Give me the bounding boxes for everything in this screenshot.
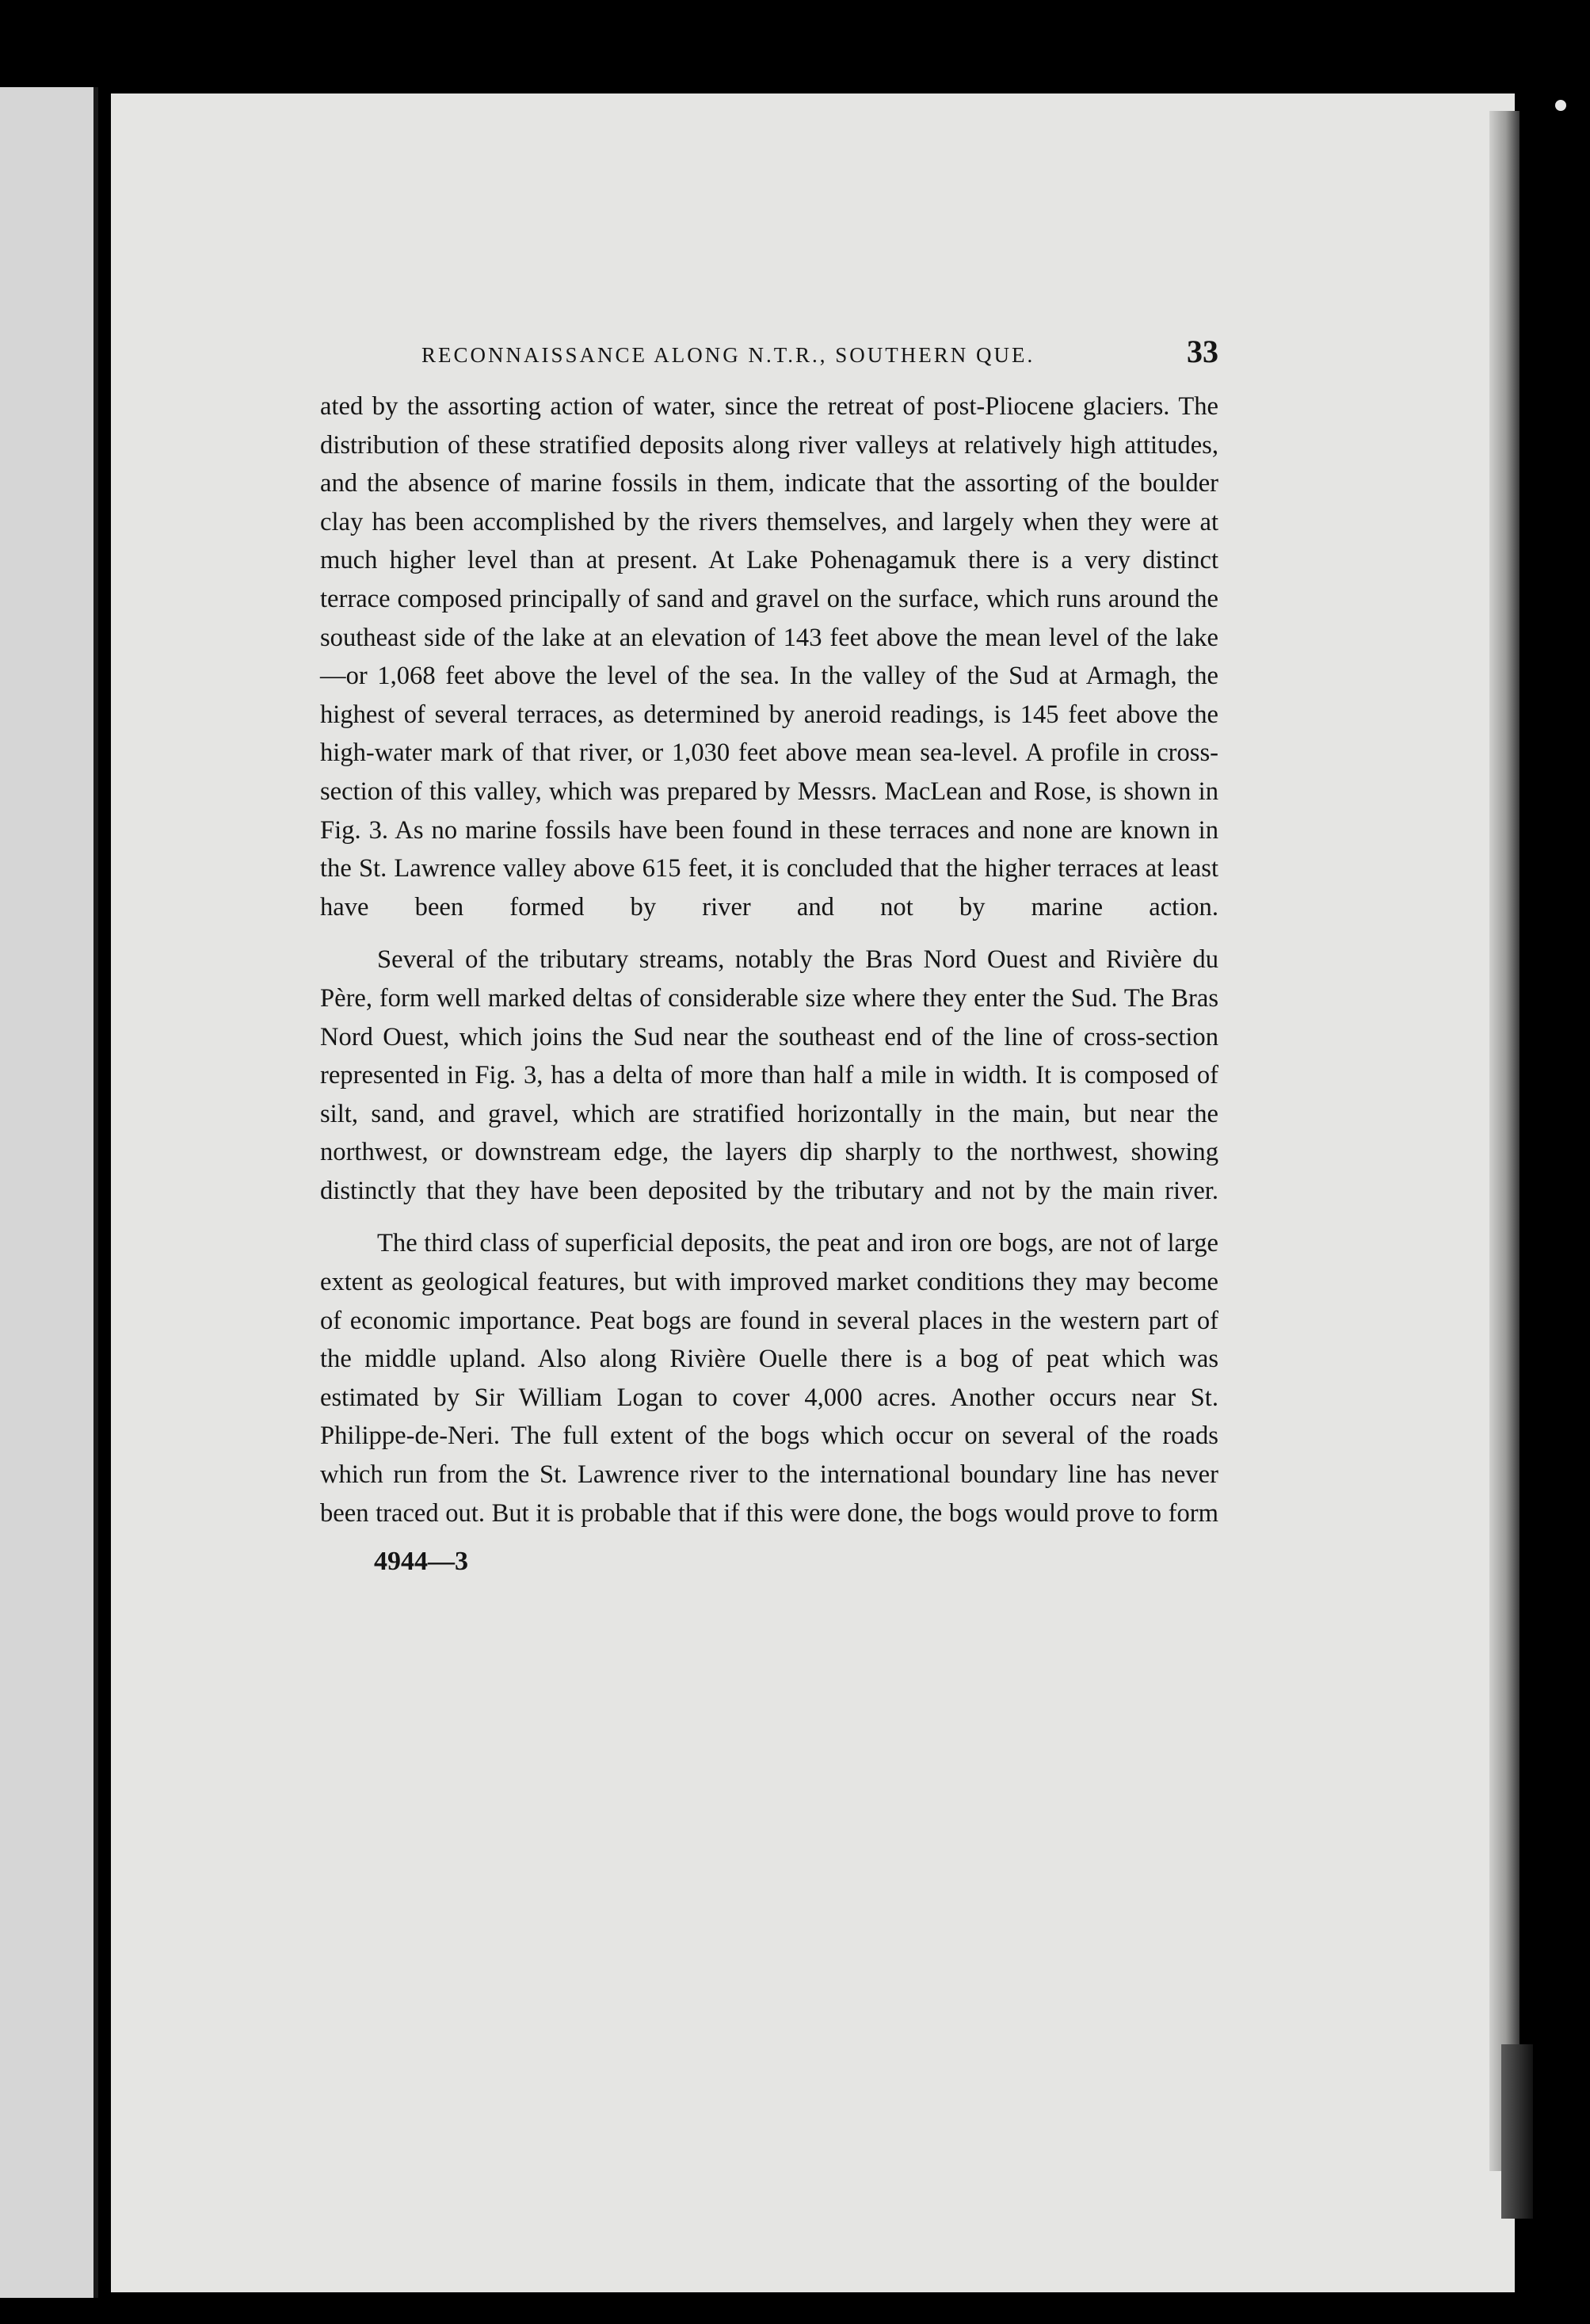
page-content	[320, 333, 1218, 1577]
page-binding-edge	[1489, 111, 1519, 2171]
paragraph-3: The third class of superficial deposits, the peat and iron ore bogs, are not of large extent as geological features, but with improved market conditions they may become of economic importance. Peat bogs are found in several places in the western part of the middle upland. Also along Rivière Ouelle there is a bog of peat which was estimated by Sir William Logan to cover 4,000 acres. Another occurs near St. Philippe-de-Neri. The full extent of the bogs which occur on several of the roads which run from the St. Lawrence river to the international boundary line has never been traced out. But it is probable that if this were done, the bogs would prove to form	[320, 1229, 1218, 1528]
page-torn-corner	[1501, 2044, 1533, 2219]
running-header	[320, 333, 1218, 370]
page-number: 33	[1187, 334, 1218, 369]
paragraph-2: Several of the tributary streams, notably the Bras Nord Ouest and Rivière du Père, form well marked deltas of considerable size where they enter the Sud. The Bras Nord Ouest, which joins the Sud near the southeast end of the line of cross-section represented in Fig. 3, has a delta of more than half a mile in width. It is composed of silt, sand, and gravel, which are stratified horizontally in the main, but near the northwest, or downstream edge, the layers dip sharply to the northwest, showing distinctly that they have been deposited by the tributary and not by the main river.	[320, 945, 1218, 1205]
previous-page-edge	[0, 87, 98, 2298]
scan-artifact-dot	[1555, 100, 1566, 111]
printer-signature-mark: 4944—3	[374, 1547, 468, 1577]
running-title: RECONNAISSANCE ALONG N.T.R., SOUTHERN QUE.	[421, 343, 1035, 367]
paragraph-1: ated by the assorting action of water, since the retreat of post-Pliocene glaciers. The distribution of these stratified deposits along river valleys at relatively high attitudes, and the absence of marine fossils in them, indicate that the assorting of the boulder clay has been accomplished by the rivers themselves, and largely when they were at much higher level than at present. At Lake Pohenagamuk there is a very distinct terrace composed principally of sand and gravel on the surface, which runs around the southeast side of the lake at an elevation of 143 feet above the mean level of the lake—or 1,068 feet above the level of the sea. In the valley of the Sud at Armagh, the highest of several terraces, as determined by aneroid readings, is 145 feet above the high-water mark of that river, or 1,030 feet above mean sea-level. A profile in cross-section of this valley, which was prepared by Messrs. MacLean and Rose, is shown in Fig. 3. As no marine fossils have been found in these terraces and none are known in the St. Lawrence valley above 615 feet, it is concluded that the higher terraces at least have been formed by river and not by marine action.	[320, 392, 1218, 922]
